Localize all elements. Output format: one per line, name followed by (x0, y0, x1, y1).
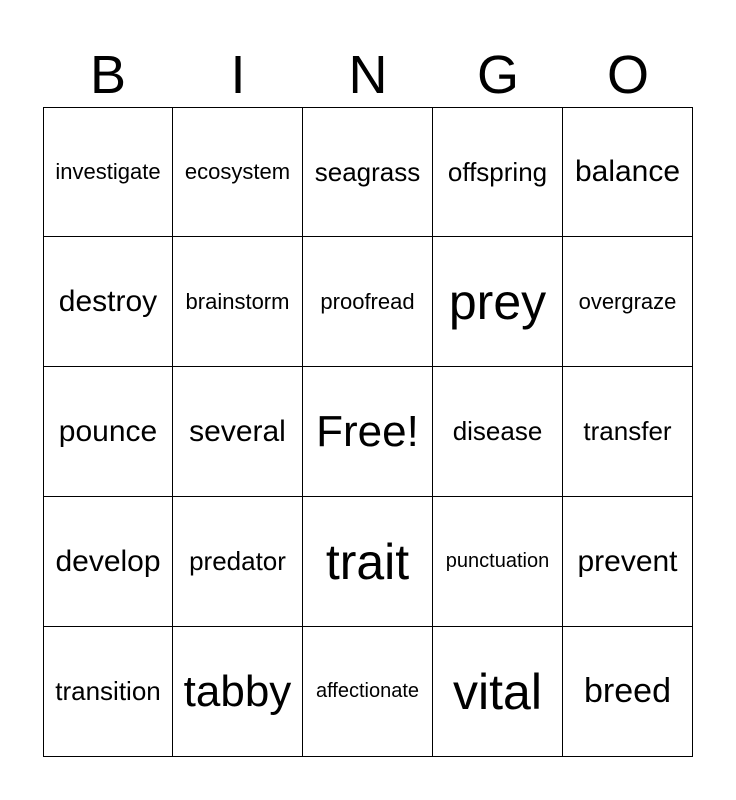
bingo-cell[interactable]: ecosystem (173, 107, 303, 237)
bingo-cell[interactable]: affectionate (303, 627, 433, 757)
bingo-cell[interactable]: balance (563, 107, 693, 237)
bingo-cell[interactable]: investigate (43, 107, 173, 237)
bingo-cell[interactable]: seagrass (303, 107, 433, 237)
bingo-cell[interactable]: vital (433, 627, 563, 757)
bingo-cell[interactable]: punctuation (433, 497, 563, 627)
bingo-cell[interactable]: brainstorm (173, 237, 303, 367)
bingo-header (43, 44, 693, 106)
bingo-cell[interactable]: transfer (563, 367, 693, 497)
bingo-card (43, 107, 693, 757)
free-space-cell[interactable]: Free! (303, 367, 433, 497)
header-letter-i: I (230, 45, 246, 105)
bingo-cell[interactable]: several (173, 367, 303, 497)
bingo-cell[interactable]: trait (303, 497, 433, 627)
bingo-cell[interactable]: disease (433, 367, 563, 497)
bingo-cell[interactable]: predator (173, 497, 303, 627)
bingo-cell[interactable]: proofread (303, 237, 433, 367)
bingo-cell[interactable]: overgraze (563, 237, 693, 367)
header-letter-g: G (476, 45, 519, 105)
bingo-cell[interactable]: breed (563, 627, 693, 757)
bingo-cell[interactable]: tabby (173, 627, 303, 757)
bingo-cell[interactable]: pounce (43, 367, 173, 497)
header-letter-o: O (606, 45, 649, 105)
bingo-cell[interactable]: destroy (43, 237, 173, 367)
bingo-cell[interactable]: develop (43, 497, 173, 627)
bingo-cell[interactable]: prevent (563, 497, 693, 627)
header-letter-n: N (348, 45, 388, 105)
bingo-cell[interactable]: offspring (433, 107, 563, 237)
header-letter-b: B (89, 45, 127, 105)
bingo-cell[interactable]: prey (433, 237, 563, 367)
bingo-cell[interactable]: transition (43, 627, 173, 757)
